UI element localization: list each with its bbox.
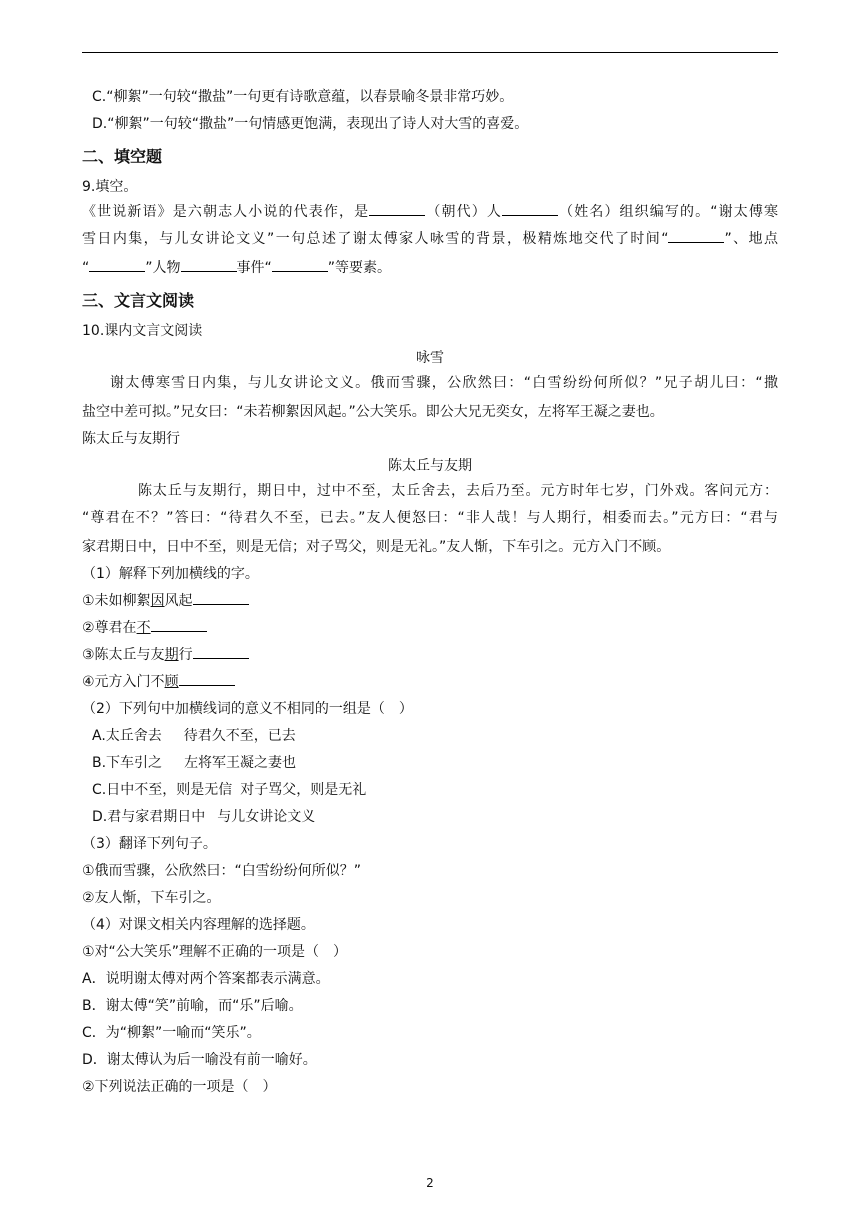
- blank-person[interactable]: [181, 257, 237, 272]
- header-rule: [82, 52, 778, 53]
- option-d: D.君与家君期日中 与儿女讲论文义: [92, 809, 316, 825]
- item-3: ③陈太丘与友期行: [82, 642, 778, 669]
- answer-blank-1[interactable]: [193, 590, 249, 605]
- q8-option-c: C.“柳絮”一句较“撒盐”一句更有诗歌意蕴，以春景喻冬景非常巧妙。: [92, 89, 514, 105]
- item-4: ④元方入门不顾: [82, 669, 778, 696]
- q9-line-3: “ ”人物 事件“ ”等要素。: [82, 255, 778, 282]
- choice-d: D．谢太傅认为后一喻没有前一喻好。: [82, 1052, 317, 1068]
- subtitle-chentaiqiu: 陈太丘与友期行: [82, 431, 180, 447]
- text-title-yongxue: 咏雪: [416, 350, 444, 366]
- option-b: B.下车引之 左将军王凝之妻也: [92, 755, 297, 771]
- q10-part-1: （1）解释下列加横线的字。: [82, 566, 259, 582]
- answer-blank-2[interactable]: [151, 617, 207, 632]
- chentaiqiu-line-1: 陈太丘与友期行，期日中，过中不至，太丘舍去，去后乃至。元方时年七岁，门外戏。客问元方：: [138, 483, 778, 499]
- blank-name[interactable]: [502, 201, 558, 216]
- choice-b: B．谢太傅“笑”前喻，而“乐”后喻。: [82, 998, 303, 1014]
- blank-event[interactable]: [272, 257, 328, 272]
- yongxue-line-2: 盐空中差可拟。”兄女曰：“未若柳絮因风起。”公大笑乐。即公大兄无奕女，左将军王凝之妻也。: [82, 404, 664, 420]
- q8-option-d: D.“柳絮”一句较“撒盐”一句情感更饱满，表现出了诗人对大雪的喜爱。: [92, 116, 529, 132]
- q9-line-1: 《世说新语》是六朝志人小说的代表作，是 （朝代）人 （姓名）组织编写的。“谢太傅寒: [82, 201, 778, 228]
- item-1: ①未如柳絮因风起: [82, 588, 778, 615]
- section-3-title: 三、文言文阅读: [82, 291, 195, 310]
- page-number: 2: [426, 1176, 434, 1190]
- blank-dynasty[interactable]: [369, 201, 425, 216]
- q10-part-3: （3）翻译下列句子。: [82, 836, 217, 852]
- subq-1: ①对“公大笑乐”理解不正确的一项是（ ）: [82, 944, 348, 960]
- blank-time[interactable]: [668, 228, 724, 243]
- choice-a: A．说明谢太傅对两个答案都表示满意。: [82, 971, 330, 987]
- choice-c: C．为“柳絮”一喻而“笑乐”。: [82, 1025, 261, 1041]
- yongxue-line-1: 谢太傅寒雪日内集，与儿女讲论文义。俄而雪骤，公欣然曰：“白雪纷纷何所似？”兄子胡儿曰：“撒: [110, 375, 778, 391]
- q9-head: 9.填空。: [82, 179, 138, 195]
- chentaiqiu-line-3: 家君期日中，日中不至，则是无信；对子骂父，则是无礼。”友人惭，下车引之。元方入门不顾。: [82, 539, 671, 555]
- page-content: [82, 84, 778, 1101]
- subq-2: ②下列说法正确的一项是（ ）: [82, 1079, 277, 1095]
- translate-2: ②友人惭，下车引之。: [82, 890, 221, 906]
- q9-line-2: 雪日内集，与儿女讲论文义”一句总述了谢太傅家人咏雪的背景，极精炼地交代了时间“ ”、地点: [82, 228, 778, 255]
- answer-blank-4[interactable]: [179, 671, 235, 686]
- text-title-chentaiqiu: 陈太丘与友期: [388, 458, 472, 474]
- chentaiqiu-line-2: “尊君在不？”答曰：“待君久不至，已去。”友人便怒曰：“非人哉！与人期行，相委而去。”元方曰：“君与: [82, 510, 778, 526]
- q10-head: 10.课内文言文阅读: [82, 323, 203, 339]
- option-c: C.日中不至，则是无信 对子骂父，则是无礼: [92, 782, 367, 798]
- blank-place[interactable]: [89, 257, 145, 272]
- item-2: ②尊君在不: [82, 615, 778, 642]
- translate-1: ①俄而雪骤，公欣然曰：“白雪纷纷何所似？”: [82, 863, 362, 879]
- option-a: A.太丘舍去 待君久不至，已去: [92, 728, 296, 744]
- q10-part-2: （2）下列句中加横线词的意义不相同的一组是（ ）: [82, 701, 413, 717]
- q10-part-4: （4）对课文相关内容理解的选择题。: [82, 917, 315, 933]
- section-2-title: 二、填空题: [82, 147, 163, 166]
- answer-blank-3[interactable]: [193, 644, 249, 659]
